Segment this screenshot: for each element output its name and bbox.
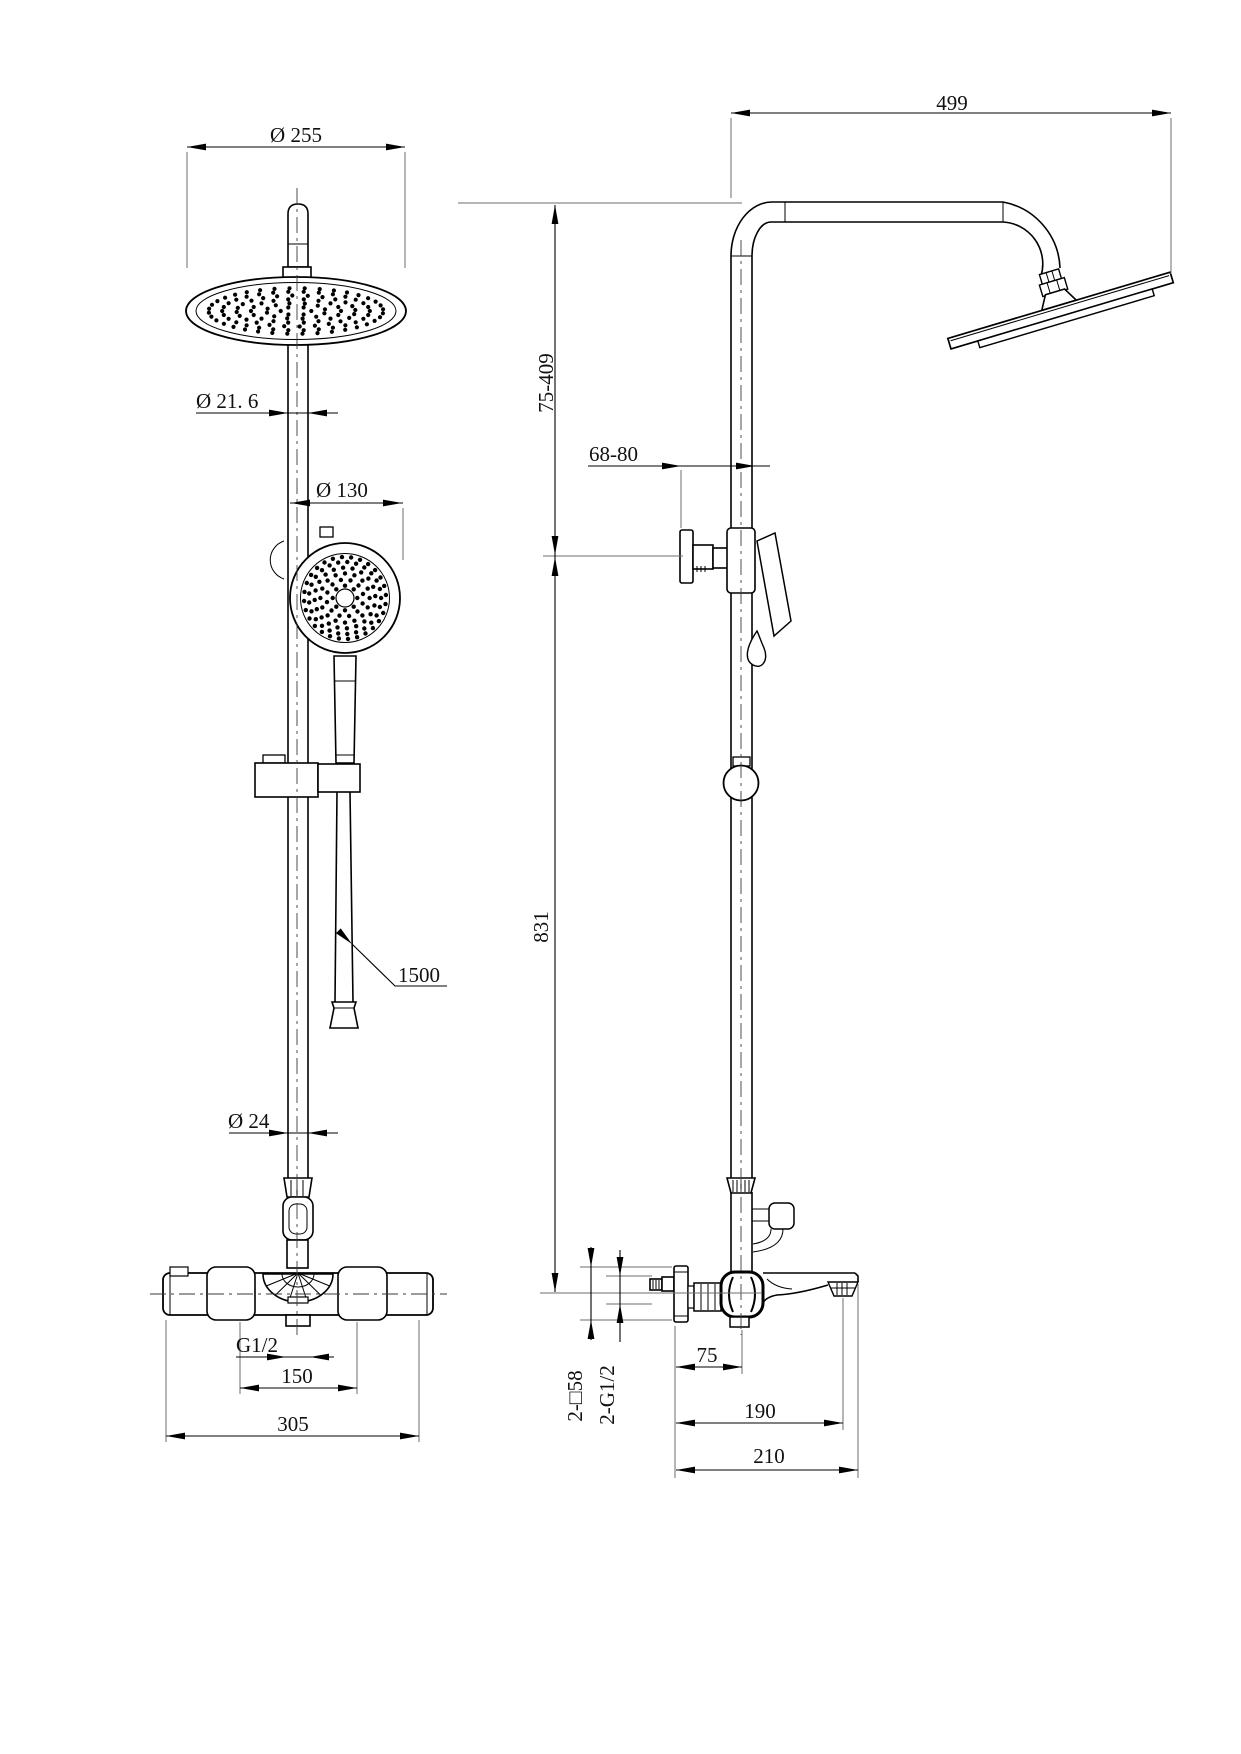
handshower-holder-knob xyxy=(270,541,284,579)
dim-wall-to-outlet: 190 xyxy=(744,1399,776,1423)
overhead-shower-side xyxy=(938,239,1175,356)
flow-knob xyxy=(338,1267,387,1320)
hose-loop xyxy=(747,631,765,666)
dim-arm-reach: 499 xyxy=(936,91,968,115)
dim-riser-height: 831 xyxy=(529,911,553,943)
dim-valve-width: 305 xyxy=(277,1412,309,1436)
dim-outlet-thread: G1/2 xyxy=(236,1333,278,1357)
dim-lower-pipe-diameter: Ø 24 xyxy=(228,1109,270,1133)
handshower-handle-front xyxy=(334,656,356,763)
tub-spout-side xyxy=(763,1273,858,1303)
dim-riser-pipe-diameter: Ø 21. 6 xyxy=(196,389,259,413)
riser-rail-front xyxy=(288,345,308,1178)
dim-hose-length: 1500 xyxy=(398,963,440,987)
dim-inlet-spacing: 150 xyxy=(281,1364,313,1388)
wall-bracket-side xyxy=(680,528,755,593)
shower-arm-side xyxy=(731,202,1060,276)
wall-escutcheon xyxy=(674,1266,688,1322)
dim-head-diameter: Ø 255 xyxy=(270,123,322,147)
safety-button xyxy=(170,1267,188,1276)
thermostatic-valve-front xyxy=(163,1267,433,1326)
dim-wall-to-riser: 75 xyxy=(696,1343,718,1367)
dim-head-height-range: 75-409 xyxy=(534,353,558,413)
dim-inlet-thread: 2-G1/2 xyxy=(595,1365,619,1425)
front-view xyxy=(150,188,447,1338)
overhead-shower-top-view xyxy=(186,204,406,345)
dim-handshower-diameter: Ø 130 xyxy=(316,478,368,502)
holder-tab xyxy=(320,527,333,537)
temperature-knob xyxy=(207,1267,255,1320)
diverter-knob-side xyxy=(752,1203,794,1252)
valve-side xyxy=(650,1266,858,1327)
valve-ball-body xyxy=(721,1272,763,1317)
dim-escutcheon-square: 2-□58 xyxy=(563,1370,587,1422)
outlet-stub xyxy=(286,1315,310,1326)
shower-hose-front xyxy=(330,792,358,1028)
dim-bracket-depth-range: 68-80 xyxy=(589,442,638,466)
handshower-head-front xyxy=(290,543,400,653)
connector-front xyxy=(283,1178,313,1268)
dim-wall-to-spout-tip: 210 xyxy=(753,1444,785,1468)
side-view xyxy=(650,202,1175,1335)
